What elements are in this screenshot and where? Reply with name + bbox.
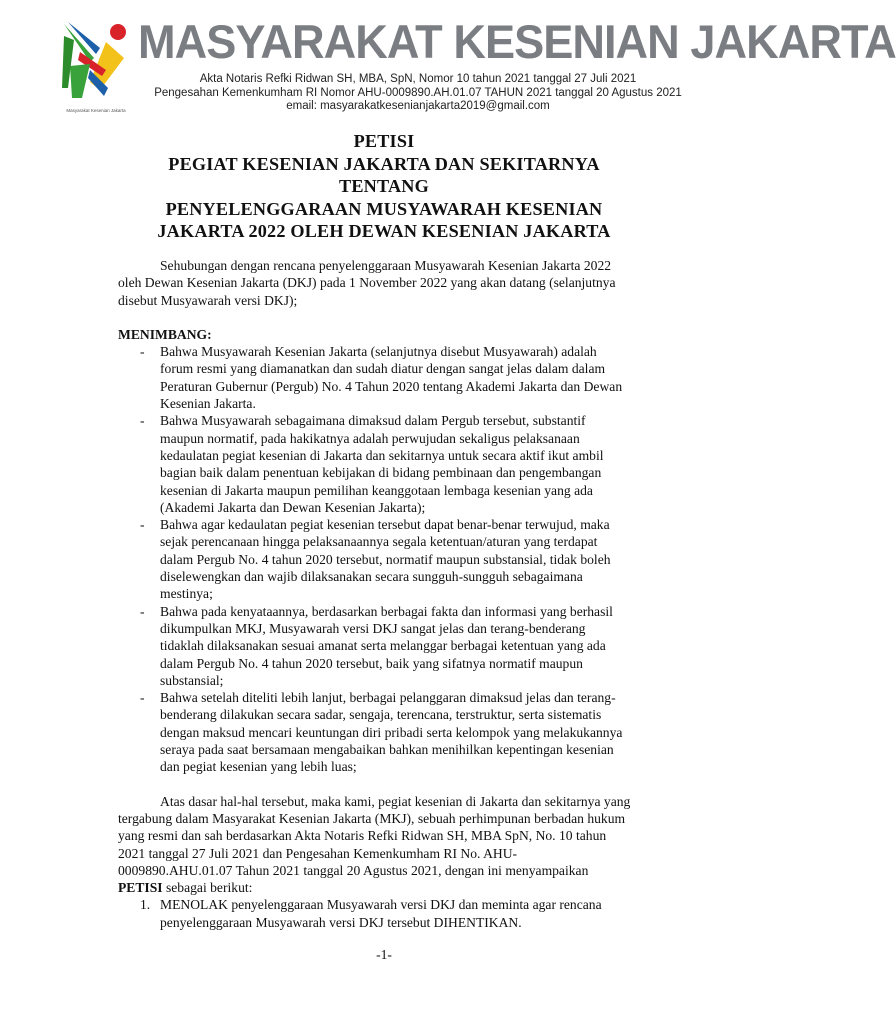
letterhead <box>0 0 896 120</box>
menimbang-item <box>118 412 648 516</box>
ministry-approval-line: Pengesahan Kemenkumham RI Nomor AHU-0009890.AH.01.07 TAHUN 2021 tanggal 20 Agustus 2021 <box>154 87 682 99</box>
text-line: dengan maksud mencari keuntungan diri pribadi serta kelompok yang melakukannya <box>160 724 623 740</box>
text-line: substansial; <box>160 672 224 688</box>
menimbang-item <box>118 516 648 602</box>
text-line: Kesenian Jakarta. <box>160 396 256 412</box>
document-body <box>118 257 648 931</box>
text-line: dalam Pergub No. 4 tahun 2020 tersebut, normatif maupun substansial, tidak boleh <box>160 551 611 567</box>
text-line: kesenian di Jakarta maupun pemilihan keanggotaan lembaga kesenian yang ada <box>160 482 593 498</box>
text-line: (Akademi Jakarta dan Dewan Kesenian Jakarta); <box>160 499 426 515</box>
title-line: PETISI <box>353 131 415 151</box>
bullet-mark: - <box>140 344 145 360</box>
text-line: bagian baik dalam penentuan kebijakan di bidang pembinaan dan pengembangan <box>160 465 602 481</box>
notary-deed-line: Akta Notaris Refki Ridwan SH, MBA, SpN, Nomor 10 tahun 2021 tanggal 27 Juli 2021 <box>199 73 637 85</box>
text-line: Atas dasar hal-hal tersebut, maka kami, pegiat kesenian di Jakarta dan sekitarnya yang <box>160 793 631 809</box>
text-line: maupun normatif, pada hakikatnya adalah perwujudan sekaligus pelaksanaan <box>160 430 580 446</box>
intro-paragraph <box>118 257 648 309</box>
text-line: Bahwa agar kedaulatan pegiat kesenian tersebut dapat benar-benar terwujud, maka <box>160 517 610 533</box>
text-line: benderang dilakukan secara sadar, sengaja, terencana, terstruktur, serta sistematis <box>160 707 602 723</box>
email-line: email: masyarakatkesenianjakarta2019@gmail.com <box>286 100 550 112</box>
closing-tail: sebagai berikut: <box>162 880 253 896</box>
text-line: Bahwa setelah diteliti lebih lanjut, berbagai pelanggaran dimaksud jelas dan terang- <box>160 690 616 706</box>
menimbang-item <box>118 343 648 412</box>
text-line: yang resmi dan sah berdasarkan Akta Notaris Refki Ridwan SH, MBA SpN, No. 10 tahun <box>118 828 607 844</box>
title-line: TENTANG <box>339 176 429 196</box>
text-line: Peraturan Gubernur (Pergub) No. 4 Tahun 2020 tentang Akademi Jakarta dan Dewan <box>160 378 623 394</box>
text-line: tidaklah dilaksanakan sesuai amanat serta melanggar berbagai ketentuan yang ada <box>160 638 606 654</box>
text-line: forum resmi yang diamanatkan dan sudah diatur dengan sangat jelas dalam dalam <box>160 361 606 377</box>
petisi-keyword: PETISI <box>118 880 163 896</box>
petition-item <box>118 896 648 931</box>
logo-caption: Masyarakat Kesenian Jakarta <box>66 108 126 113</box>
text-line: mestinya; <box>160 586 213 602</box>
menimbang-item <box>118 689 648 775</box>
bullet-mark: - <box>140 690 145 706</box>
bullet-mark: - <box>140 413 145 429</box>
text-line: tergabung dalam Masyarakat Kesenian Jakarta (MKJ), sebuah perhimpunan berbadan hukum <box>118 810 626 826</box>
text-line: sejak perencanaan hingga pelaksanaannya segala ketentuan/aturan yang terdapat <box>160 534 598 550</box>
text-line: 2021 tanggal 27 Juli 2021 dan Pengesahan Kemenkumham RI No. AHU- <box>118 845 518 861</box>
mkj-logo <box>60 18 132 108</box>
text-line: MENOLAK penyelenggaraan Musyawarah versi DKJ dan meminta agar rencana <box>160 897 602 913</box>
text-line: diselewengkan dan wajib dilaksanakan secara sungguh-sungguh sebagaimana <box>160 569 583 585</box>
menimbang-heading: MENIMBANG: <box>118 326 212 342</box>
text-line: disebut Musyawarah versi DKJ); <box>118 292 298 308</box>
menimbang-item <box>118 603 648 689</box>
text-line: kedaulatan pegiat kesenian di Jakarta dan sekitarnya untuk secara aktif ikut ambil <box>160 447 604 463</box>
bullet-mark: - <box>140 603 145 619</box>
text-line: Bahwa Musyawarah Kesenian Jakarta (selanjutnya disebut Musyawarah) adalah <box>160 344 597 360</box>
text-line: Bahwa Musyawarah sebagaimana dimaksud dalam Pergub tersebut, substantif <box>160 413 586 429</box>
item-number: 1. <box>140 897 151 913</box>
title-line: PENYELENGGARAAN MUSYAWARAH KESENIAN <box>165 198 603 219</box>
organization-name: MASYARAKAT KESENIAN JAKARTA <box>138 15 896 68</box>
title-line: PEGIAT KESENIAN JAKARTA DAN SEKITARNYA <box>168 153 600 174</box>
text-line: seraya pada saat bersamaan mengabaikan bahkan menihilkan kepentingan kesenian <box>160 742 614 758</box>
text-line: Sehubungan dengan rencana penyelenggaraan Musyawarah Kesenian Jakarta 2022 <box>160 258 612 273</box>
document-title <box>80 130 688 243</box>
text-line: penyelenggaraan Musyawarah versi DKJ tersebut DIHENTIKAN. <box>160 914 522 930</box>
text-line: dikumpulkan MKJ, Musyawarah versi DKJ sangat jelas dan terang-benderang <box>160 620 586 636</box>
text-line <box>118 879 648 896</box>
page-number: -1- <box>376 947 392 962</box>
text-line: dan pegiat kesenian yang lebih luas; <box>160 759 357 775</box>
text-line: Bahwa pada kenyataannya, berdasarkan berbagai fakta dan informasi yang berhasil <box>160 603 613 619</box>
text-line: dalam Pergub No. 4 tahun 2020 tersebut, baik yang sifatnya normatif maupun <box>160 655 583 671</box>
text-line: 0009890.AHU.01.07 Tahun 2021 tanggal 20 Agustus 2021, dengan ini menyampaikan <box>118 862 589 878</box>
closing-paragraph <box>118 793 648 897</box>
bullet-mark: - <box>140 517 145 533</box>
text-line: oleh Dewan Kesenian Jakarta (DKJ) pada 1 November 2022 yang akan datang (selanjutnya <box>118 275 616 291</box>
title-line: JAKARTA 2022 OLEH DEWAN KESENIAN JAKARTA <box>157 221 611 241</box>
